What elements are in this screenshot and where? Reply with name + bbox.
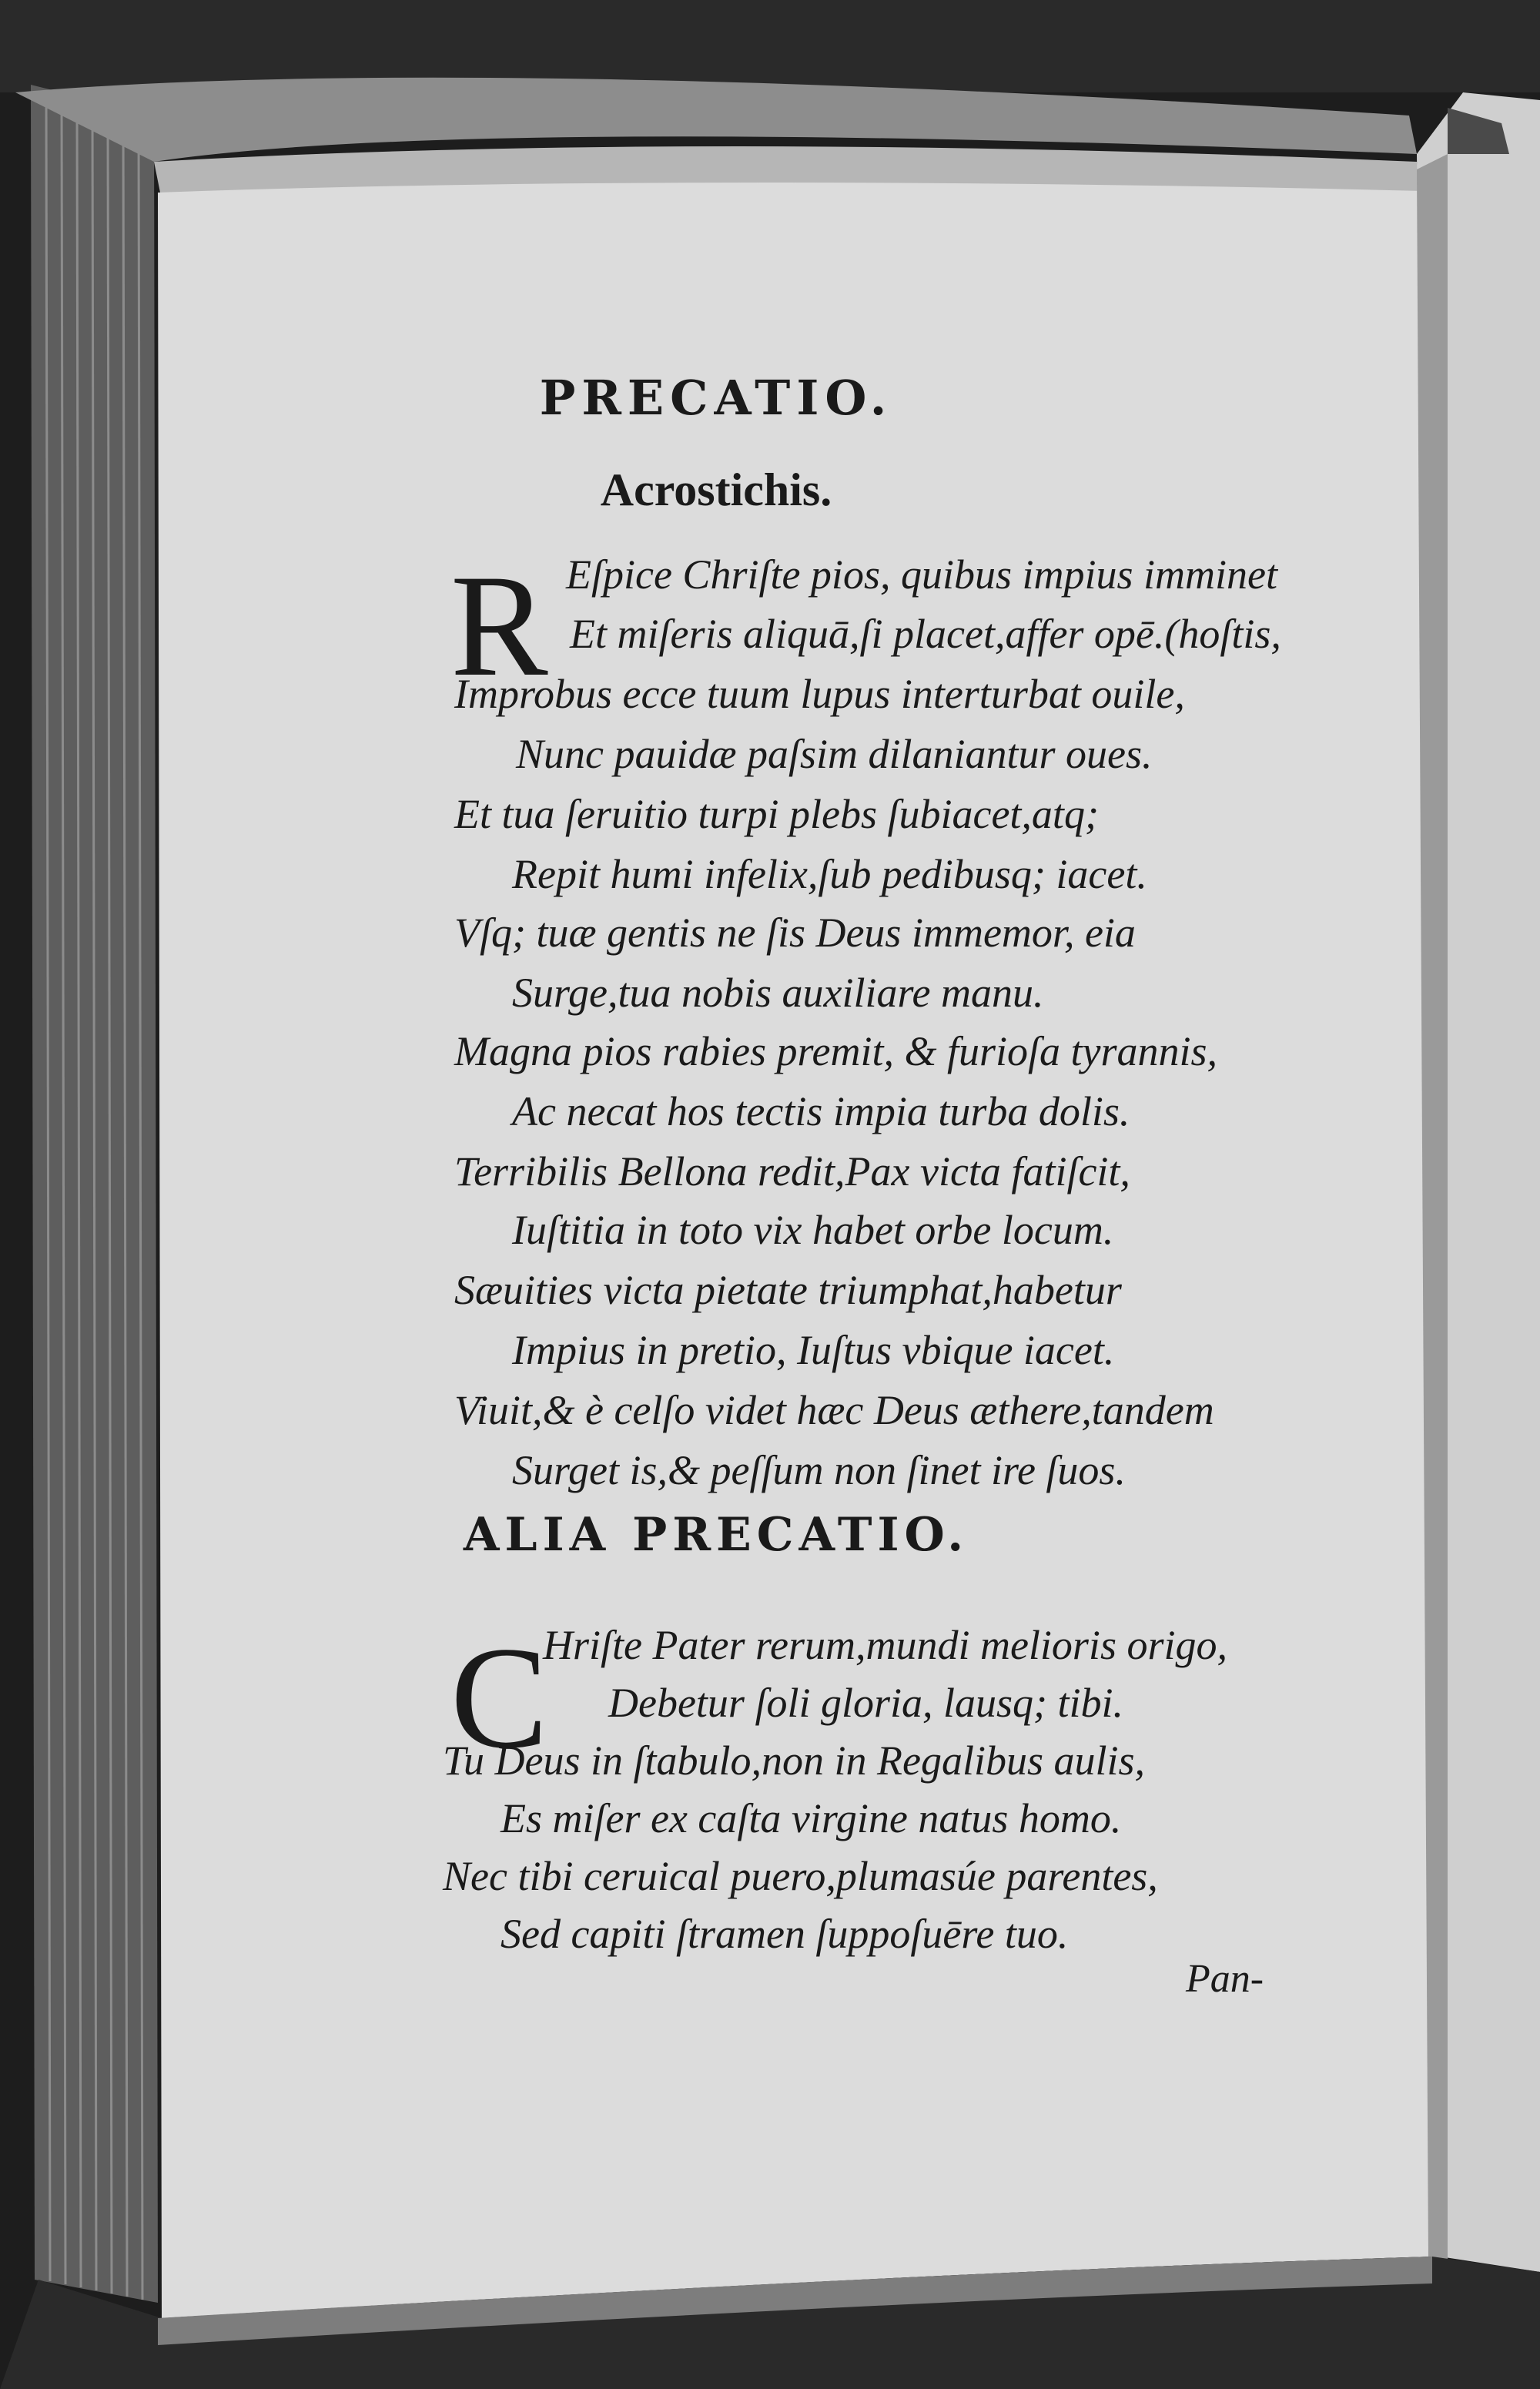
verse-line: Et miſeris aliquā,ſi placet,affer opē.(hoſtis, (570, 611, 1281, 657)
page-title: PRECATIO. (539, 370, 893, 426)
verse-line: Impius in pretio, Iuſtus vbique iacet. (512, 1327, 1115, 1373)
verse-line: Viuit,& è celſo videt hæc Deus æthere,tandem (454, 1387, 1214, 1433)
verse-line: Repit humi infelix,ſub pedibusq; iacet. (512, 851, 1147, 897)
verse-line: Vſq; tuæ gentis ne ſis Deus immemor, eia (454, 910, 1136, 956)
verse-line: Eſpice Chriſte pios, quibus impius imminet (566, 551, 1277, 598)
verse-line: Et tua ſeruitio turpi plebs ſubiacet,atq; (454, 791, 1099, 837)
verse-line: Hriſte Pater rerum,mundi melioris origo, (543, 1622, 1227, 1668)
verse-line: Iuſtitia in toto vix habet orbe locum. (512, 1207, 1114, 1253)
verse-line: Improbus ecce tuum lupus interturbat ouile, (454, 671, 1185, 717)
verse-line: Nunc pauidæ paſsim dilaniantur oues. (516, 731, 1153, 777)
verse-line: Magna pios rabies premit, & furioſa tyrannis, (454, 1028, 1218, 1074)
verse-line: Sæuities victa pietate triumphat,habetur (454, 1267, 1122, 1313)
verse-line: Ac necat hos tectis impia turba dolis. (512, 1088, 1130, 1134)
verse-line: Tu Deus in ſtabulo,non in Regalibus aulis, (443, 1737, 1146, 1784)
drop-cap-initial: C (450, 1617, 548, 1779)
catchword: Pan- (1186, 1957, 1264, 2001)
verse-line: Nec tibi ceruical puero,plumasúe parentes, (443, 1853, 1158, 1899)
verse-line: Terribilis Bellona redit,Pax victa fatiſcit, (454, 1148, 1130, 1194)
drop-cap-initial: R (450, 545, 548, 707)
verse-line: Debetur ſoli gloria, lausq; tibi. (608, 1680, 1123, 1726)
verse-line: Es miſer ex caſta virgine natus homo. (500, 1795, 1122, 1841)
verse-line: Surget is,& peſſum non ſinet ire ſuos. (512, 1447, 1126, 1493)
verse-line: Sed capiti ſtramen ſuppoſuēre tuo. (500, 1911, 1069, 1957)
verse-line: Surge,tua nobis auxiliare manu. (512, 970, 1044, 1016)
section-heading: ALIA PRECATIO. (463, 1508, 969, 1562)
page-subtitle: Acrostichis. (600, 464, 832, 515)
